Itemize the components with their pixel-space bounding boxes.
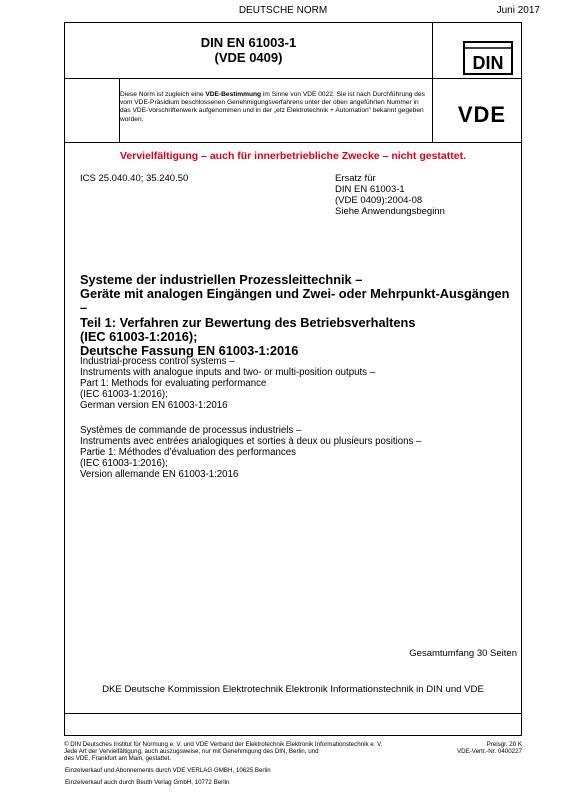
replacement-line: Ersatz für: [335, 173, 376, 184]
header-bottom-line: [65, 142, 521, 143]
title-line: (IEC 61003-1:2016);: [80, 458, 168, 469]
sales-line-vde: Einzelverkauf und Abonnements durch VDE VERLAG GMBH, 10625 Berlin: [65, 767, 271, 774]
footer-divider: [65, 713, 521, 714]
sales-line-beuth: Einzelverkauf auch durch Beuth Verlag GmbH, 10772 Berlin: [65, 779, 230, 786]
title-line: Instruments with analogue inputs and two- or multi-position outputs –: [80, 367, 376, 378]
title-line: Geräte mit analogen Eingängen und Zwei- oder Mehrpunkt-Ausgängen –: [80, 286, 510, 316]
vde-notice-post: im Sinne von VDE 0022. Sie ist nach Durchführung des vom VDE-Präsidium beschlossenen Genehmigungsverfahrens unter der oben angeführten Nummer in das VDE-Vorschriftenwerk aufgenommen und in der „etz Elektrotechnik + Automation“ bekannt gegeben worden.: [120, 91, 425, 123]
vde-distribution-number: VDE-Vertr.-Nr. 0400227: [457, 748, 522, 756]
title-line: Systeme der industriellen Prozessleittechnik –: [80, 272, 363, 287]
title-line: Industrial-process control systems –: [80, 356, 235, 367]
dke-statement: DKE Deutsche Kommission Elektrotechnik Elektronik Informationstechnik in DIN und VDE: [102, 684, 484, 695]
title-line: Part 1: Methods for evaluating performance: [80, 378, 267, 389]
title-line: Version allemande EN 61003-1:2016: [80, 469, 239, 480]
replacement-line: DIN EN 61003-1: [335, 184, 405, 195]
title-french: [80, 425, 520, 480]
vde-notice: [120, 91, 428, 124]
copyright-line: des VDE, Frankfurt am Main, gestattet.: [64, 755, 171, 763]
title-line: Partie 1: Méthodes d’évaluation des performances: [80, 447, 296, 458]
copyright-line: Jede Art der Vervielfältigung, auch auszugsweise, nur mit Genehmigung des DIN, Berlin, und: [64, 748, 319, 756]
vde-notice-pre: Diese Norm ist zugleich eine: [120, 91, 206, 98]
vde-logo-icon: [446, 103, 518, 125]
reproduction-warning: Vervielfältigung – auch für innerbetriebliche Zwecke – nicht gestattet.: [119, 150, 466, 162]
replacement-line: Siehe Anwendungsbeginn: [335, 206, 445, 217]
title-line: German version EN 61003-1:2016: [80, 400, 228, 411]
total-pages: Gesamtumfang 30 Seiten: [409, 648, 517, 659]
ics-code: ICS 25.040.40; 35.240.50: [80, 173, 189, 184]
header-divider-horizontal: [65, 78, 521, 79]
vde-number: (VDE 0409): [214, 50, 283, 65]
copyright-line: © DIN Deutsches Institut für Normung e. V. und VDE Verband der Elektrotechnik Elektronik Informationstechnik e. V.: [64, 741, 383, 748]
title-line: Instruments avec entrées analogiques et sorties à deux ou plusieurs positions –: [80, 436, 422, 447]
document-category: DEUTSCHE NORM: [238, 5, 328, 16]
standard-number: DIN EN 61003-1: [200, 35, 297, 50]
title-line: (IEC 61003-1:2016);: [80, 389, 168, 400]
title-page-frame: [64, 22, 522, 736]
title-english: [80, 356, 520, 411]
title-line: (IEC 61003-1:2016);: [80, 328, 198, 344]
vde-notice-bold: VDE-Bestimmung: [205, 91, 262, 98]
vde-logo-text: VDE: [457, 103, 507, 125]
replacement-block: [335, 173, 445, 217]
header-divider-vertical: [432, 23, 433, 142]
title-line: Deutsche Fassung EN 61003-1:2016: [80, 343, 299, 359]
title-line: Teil 1: Verfahren zur Bewertung des Betriebsverhaltens: [80, 314, 416, 330]
publication-date: Juni 2017: [496, 5, 540, 16]
title-line: Systèmes de commande de processus industriels –: [80, 425, 302, 436]
price-group: Preisgr. 20 K: [486, 741, 522, 748]
title-german: [80, 273, 520, 358]
price-block: [402, 741, 522, 755]
replacement-line: (VDE 0409):2004-08: [335, 195, 423, 206]
din-logo-text: DIN: [472, 53, 504, 73]
din-logo-icon: [463, 41, 513, 75]
copyright-block: [64, 741, 404, 763]
